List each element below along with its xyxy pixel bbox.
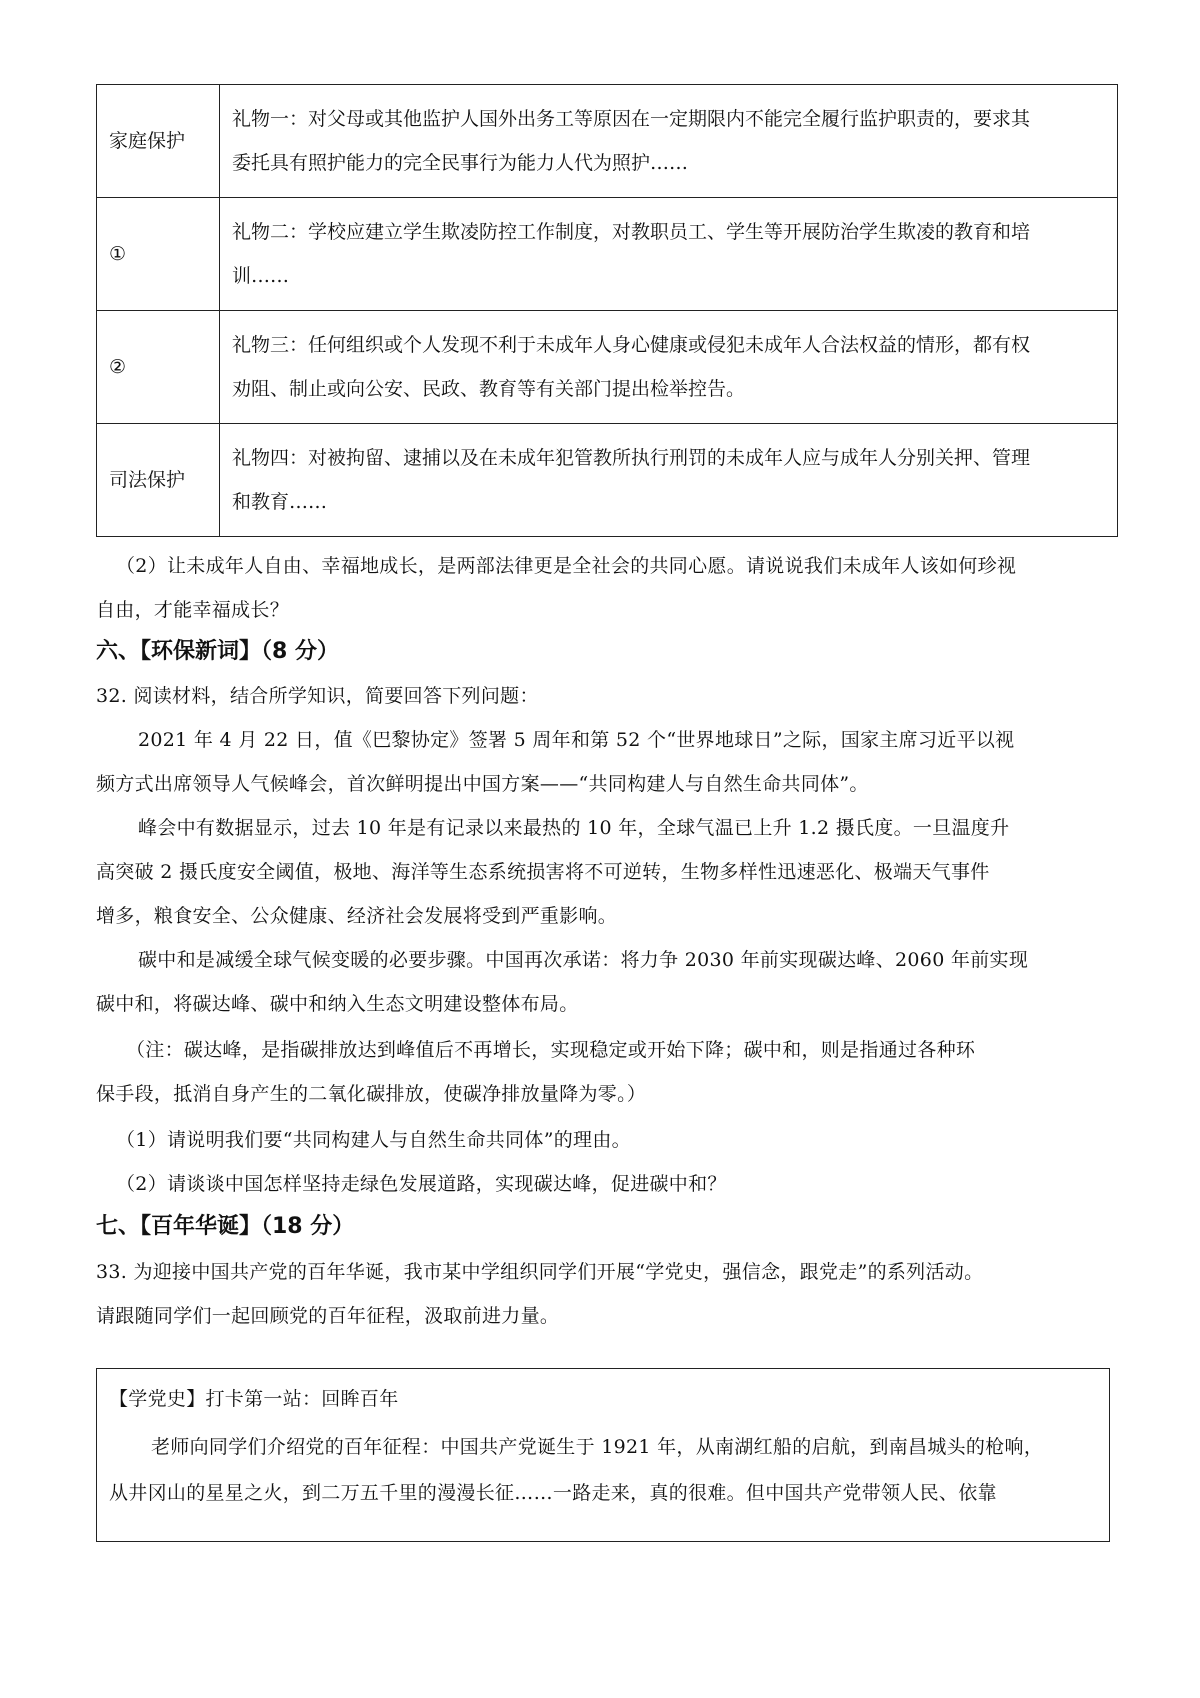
table-row — [97, 198, 1118, 311]
material-line: 2021 年 4 月 22 日，值《巴黎协定》签署 5 周年和第 52 个“世界地球日”之际，国家主席习近平以视 — [138, 729, 1015, 751]
question-31-2-line: （2）让未成年人自由、幸福地成长，是两部法律更是全社会的共同心愿。请说说我们未成年人该如何珍视 — [116, 555, 1017, 577]
protection-table — [96, 84, 1118, 537]
content-line: 礼物一：对父母或其他监护人国外出务工等原因在一定期限内不能完全履行监护职责的，要求其 — [232, 108, 1031, 130]
sub-question: （2）请谈谈中国怎样坚持走绿色发展道路，实现碳达峰，促进碳中和？ — [116, 1173, 727, 1195]
table-label: ② — [97, 311, 220, 424]
content-line: 和教育…… — [232, 491, 328, 513]
table-label: 司法保护 — [97, 424, 220, 537]
table-row — [97, 85, 1118, 198]
material-line: 高突破 2 摄氏度安全阈值，极地、海洋等生态系统损害将不可逆转，生物多样性迅速恶化、极端天气事件 — [96, 861, 990, 883]
section-6-heading: 六、【环保新词】（8 分） — [96, 639, 339, 664]
table-row — [97, 424, 1118, 537]
content-line: 礼物二：学校应建立学生欺凌防控工作制度，对教职员工、学生等开展防治学生欺凌的教育和培 — [232, 221, 1031, 243]
table-content — [220, 424, 1118, 537]
table-content — [220, 85, 1118, 198]
question-32-intro: 32. 阅读材料，结合所学知识，简要回答下列问题： — [96, 685, 539, 707]
material-line: 碳中和是减缓全球气候变暖的必要步骤。中国再次承诺：将力争 2030 年前实现碳达峰、2060 年前实现 — [138, 949, 1029, 971]
sub-question: （1）请说明我们要“共同构建人与自然生命共同体”的理由。 — [116, 1129, 631, 1151]
note-line: （注：碳达峰，是指碳排放达到峰值后不再增长，实现稳定或开始下降；碳中和，则是指通过各种环 — [126, 1039, 976, 1061]
box-title: 【学党史】打卡第一站：回眸百年 — [109, 1388, 399, 1410]
question-33-line: 33. 为迎接中国共产党的百年华诞，我市某中学组织同学们开展“学党史，强信念，跟党走”的系列活动。 — [96, 1261, 984, 1283]
box-line: 老师向同学们介绍党的百年征程：中国共产党诞生于 1921 年，从南湖红船的启航，到南昌城头的枪响， — [151, 1436, 1044, 1458]
material-line: 峰会中有数据显示，过去 10 年是有记录以来最热的 10 年，全球气温已上升 1.2 摄氏度。一旦温度升 — [138, 817, 1010, 839]
content-line: 委托具有照护能力的完全民事行为能力人代为照护…… — [232, 152, 689, 174]
material-line: 增多，粮食安全、公众健康、经济社会发展将受到严重影响。 — [96, 905, 618, 927]
material-line: 频方式出席领导人气候峰会，首次鲜明提出中国方案——“共同构建人与自然生命共同体”。 — [96, 773, 869, 795]
table-row — [97, 311, 1118, 424]
content-line: 训…… — [232, 265, 290, 287]
content-line: 礼物四：对被拘留、逮捕以及在未成年犯管教所执行刑罚的未成年人应与成年人分别关押、管理 — [232, 447, 1031, 469]
content-line: 礼物三：任何组织或个人发现不利于未成年人身心健康或侵犯未成年人合法权益的情形，都有权 — [232, 334, 1031, 356]
note-line: 保手段，抵消自身产生的二氧化碳排放，使碳净排放量降为零。） — [96, 1083, 647, 1105]
activity-box — [96, 1368, 1110, 1542]
table-content — [220, 198, 1118, 311]
table-content — [220, 311, 1118, 424]
box-line: 从井冈山的星星之火，到二万五千里的漫漫长征……一路走来，真的很难。但中国共产党带领人民、依靠 — [109, 1482, 997, 1504]
table-label: ① — [97, 198, 220, 311]
material-line: 碳中和，将碳达峰、碳中和纳入生态文明建设整体布局。 — [96, 993, 579, 1015]
table-label: 家庭保护 — [97, 85, 220, 198]
section-7-heading: 七、【百年华诞】（18 分） — [96, 1214, 355, 1239]
content-line: 劝阻、制止或向公安、民政、教育等有关部门提出检举控告。 — [232, 378, 746, 400]
question-31-2-line: 自由，才能幸福成长？ — [96, 599, 290, 621]
question-33-line: 请跟随同学们一起回顾党的百年征程，汲取前进力量。 — [96, 1305, 560, 1327]
